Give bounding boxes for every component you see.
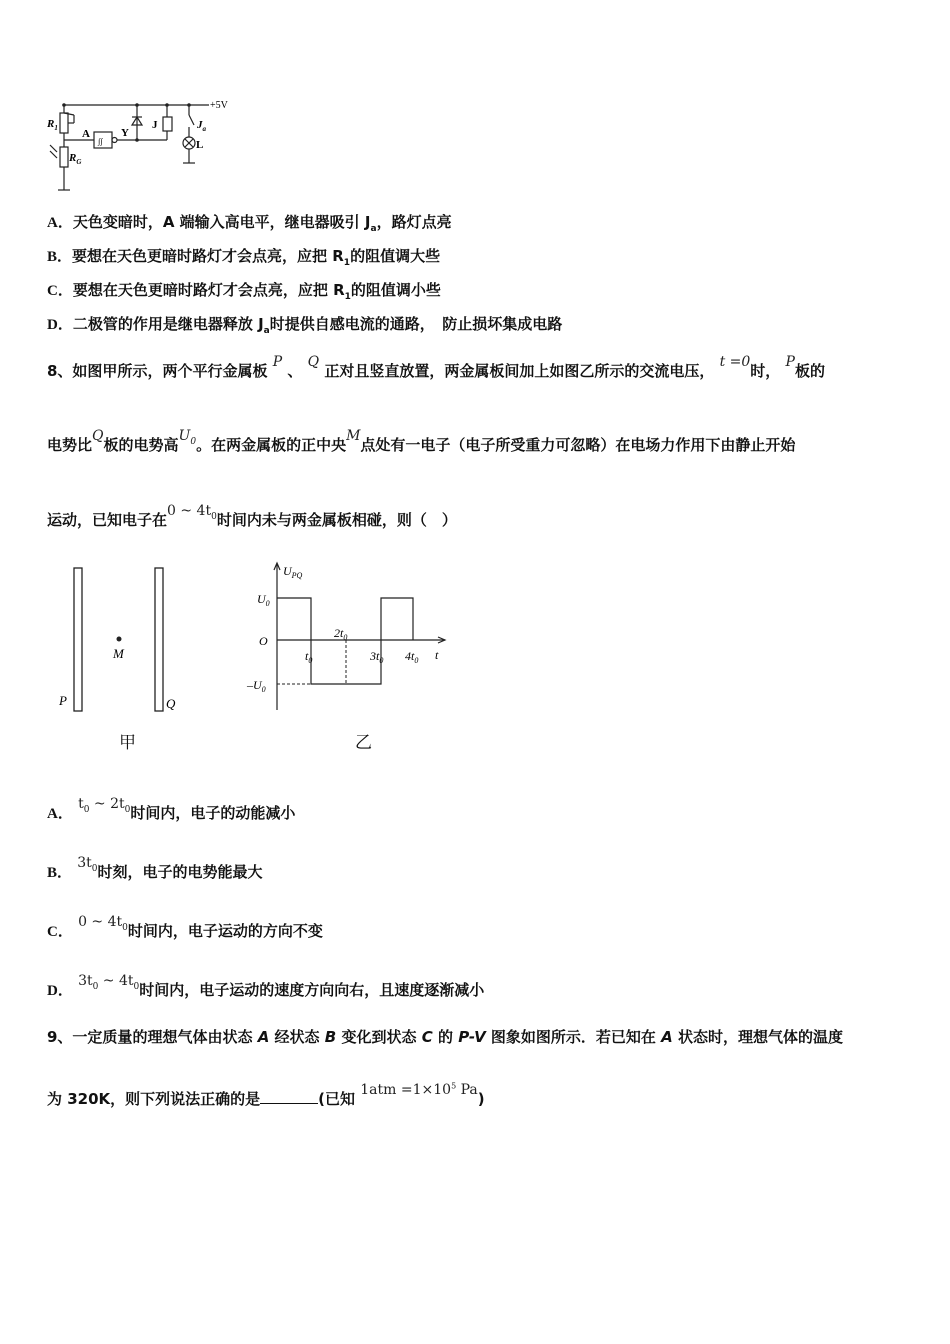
q9-stem-line1: 9、一定质量的理想气体由状态 A 经状态 B 变化到状态 C 的 P-V 图象如图所示．若已知在 A 状态时，理想气体的温度	[47, 1028, 844, 1046]
point-m	[117, 637, 122, 642]
caption-yi: 乙	[355, 733, 372, 753]
label-y: Y	[121, 127, 129, 139]
caption-jia: 甲	[119, 733, 136, 753]
q8-option-d: D． $3t_0$ ~ $4t_0$时间内，电子运动的速度方向向右，且速度逐渐减小	[47, 973, 485, 999]
label-ja: $J_a$	[197, 119, 206, 133]
label-j: J	[152, 119, 158, 131]
q7-option-b: B．要想在天色更暗时路灯才会点亮，应把 $R_1$的阻值调大些	[47, 247, 441, 268]
plate-q	[155, 568, 163, 711]
label-m: M	[113, 646, 124, 661]
label-rg: $R_G$	[69, 152, 82, 166]
label-u0: $U_0$	[257, 592, 270, 608]
q7-option-d: D．二极管的作用是继电器释放 $J_a$时提供自感电流的通路， 防止损坏集成电路	[47, 315, 563, 336]
label-supply: +5V	[210, 100, 228, 111]
q8-option-b: B． $3t_0$时刻，电子的电势能最大	[47, 855, 263, 881]
answer-blank[interactable]	[260, 1089, 318, 1104]
q7-option-c: C．要想在天色更暗时路灯才会点亮，应把 $R_1$的阻值调小些	[47, 281, 441, 302]
label-schmitt-gate: ∫∫	[98, 137, 103, 146]
q8-stem-line1: 8、如图甲所示，两个平行金属板 P 、 Q 正对且竖直放置，两金属板间加上如图乙所示的交流电压， t =0时， P板的	[47, 354, 825, 380]
relay-circuit-diagram	[44, 95, 244, 195]
figure-jia-plates	[55, 560, 195, 725]
q9-stem-line2: 为 320K，则下列说法正确的是 (已知 $1atm =1\times 10^5$ Pa)	[47, 1081, 485, 1108]
label-r1: $R_1$	[47, 118, 58, 132]
q8-option-a: A． $t_0$ ~ $2t_0$时间内，电子的动能减小	[47, 796, 296, 822]
q8-stem-line2: 电势比Q板的电势高$U_0$。在两金属板的正中央M点处有一电子（电子所受重力可忽略）在电场力作用下由静止开始	[47, 428, 796, 454]
label-q: Q	[166, 696, 176, 711]
label-neg-u0: $-U_0$	[247, 678, 266, 694]
label-p: P	[59, 693, 67, 708]
label-l: L	[196, 139, 204, 151]
plate-p	[74, 568, 82, 711]
label-origin: O	[259, 634, 268, 648]
tick-3t0: $3t_0$	[370, 649, 384, 665]
q8-option-c: C． 0 ~ $4t_0$时间内，电子运动的方向不变	[47, 914, 323, 940]
q8-stem-line3: 运动，已知电子在0 ~ $4t_0$时间内未与两金属板相碰，则（ ）	[47, 503, 457, 529]
tick-4t0: $4t_0$	[405, 649, 419, 665]
figure-yi-voltage-graph	[245, 558, 455, 718]
tick-t0: $t_0$	[305, 649, 313, 665]
label-u-pq: $U_{PQ}$	[283, 564, 303, 580]
q7-option-a: A．天色变暗时，A 端输入高电平，继电器吸引 $J_a$，路灯点亮	[47, 213, 452, 234]
label-t-axis: t	[435, 648, 439, 662]
tick-2t0: $2t_0$	[334, 626, 348, 642]
label-a: A	[82, 128, 90, 140]
